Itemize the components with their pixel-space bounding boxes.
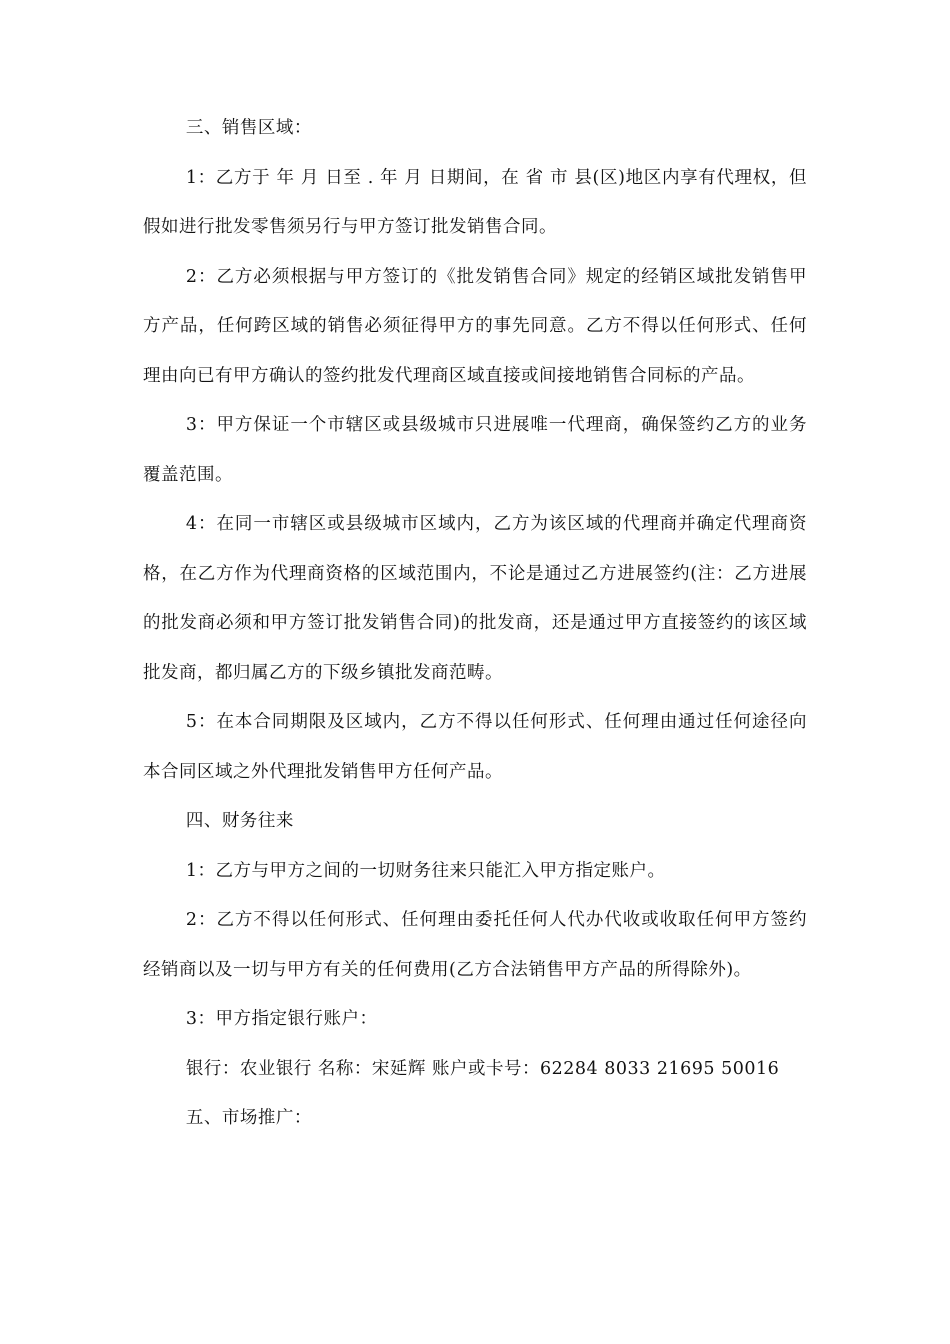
document-body — [143, 104, 807, 1144]
clause-3-3: 3：甲方保证一个市辖区或县级城市只进展唯一代理商，确保签约乙方的业务覆盖范围。 — [143, 415, 807, 485]
section-heading-sales-region: 三、销售区域： — [185, 118, 312, 138]
section-heading-marketing: 五、市场推广： — [185, 1108, 312, 1128]
clause-4-3: 3：甲方指定银行账户： — [185, 1009, 378, 1029]
clause-3-5: 5：在本合同期限及区域内，乙方不得以任何形式、任何理由通过任何途径向本合同区域之外代理批发销售甲方任何产品。 — [143, 712, 807, 782]
bank-account-line: 银行：农业银行 名称：宋延辉 账户或卡号：62284 8033 21695 50016 — [185, 1058, 780, 1079]
clause-3-4: 4：在同一市辖区或县级城市区域内，乙方为该区域的代理商并确定代理商资格，在乙方作为代理商资格的区域范围内，不论是通过乙方进展签约(注：乙方进展的批发商必须和甲方签订批发销售合同)的批发商，还是通过甲方直接签约的该区域批发商，都归属乙方的下级乡镇批发商范畴。 — [143, 514, 807, 683]
clause-4-1: 1：乙方与甲方之间的一切财务往来只能汇入甲方指定账户。 — [185, 860, 666, 881]
section-heading-finance: 四、财务往来 — [185, 811, 294, 831]
clause-3-2: 2：乙方必须根据与甲方签订的《批发销售合同》规定的经销区域批发销售甲方产品，任何跨区域的销售必须征得甲方的事先同意。乙方不得以任何形式、任何理由向已有甲方确认的签约批发代理商区域直接或间接地销售合同标的产品。 — [143, 266, 807, 386]
clause-3-1: 1：乙方于 年 月 日至 . 年 月 日期间，在 省 市 县(区)地区内享有代理权，但假如进行批发零售须另行与甲方签订批发销售合同。 — [143, 167, 807, 237]
clause-4-2: 2：乙方不得以任何形式、任何理由委托任何人代办代收或收取任何甲方签约经销商以及一切与甲方有关的任何费用(乙方合法销售甲方产品的所得除外)。 — [143, 910, 807, 980]
